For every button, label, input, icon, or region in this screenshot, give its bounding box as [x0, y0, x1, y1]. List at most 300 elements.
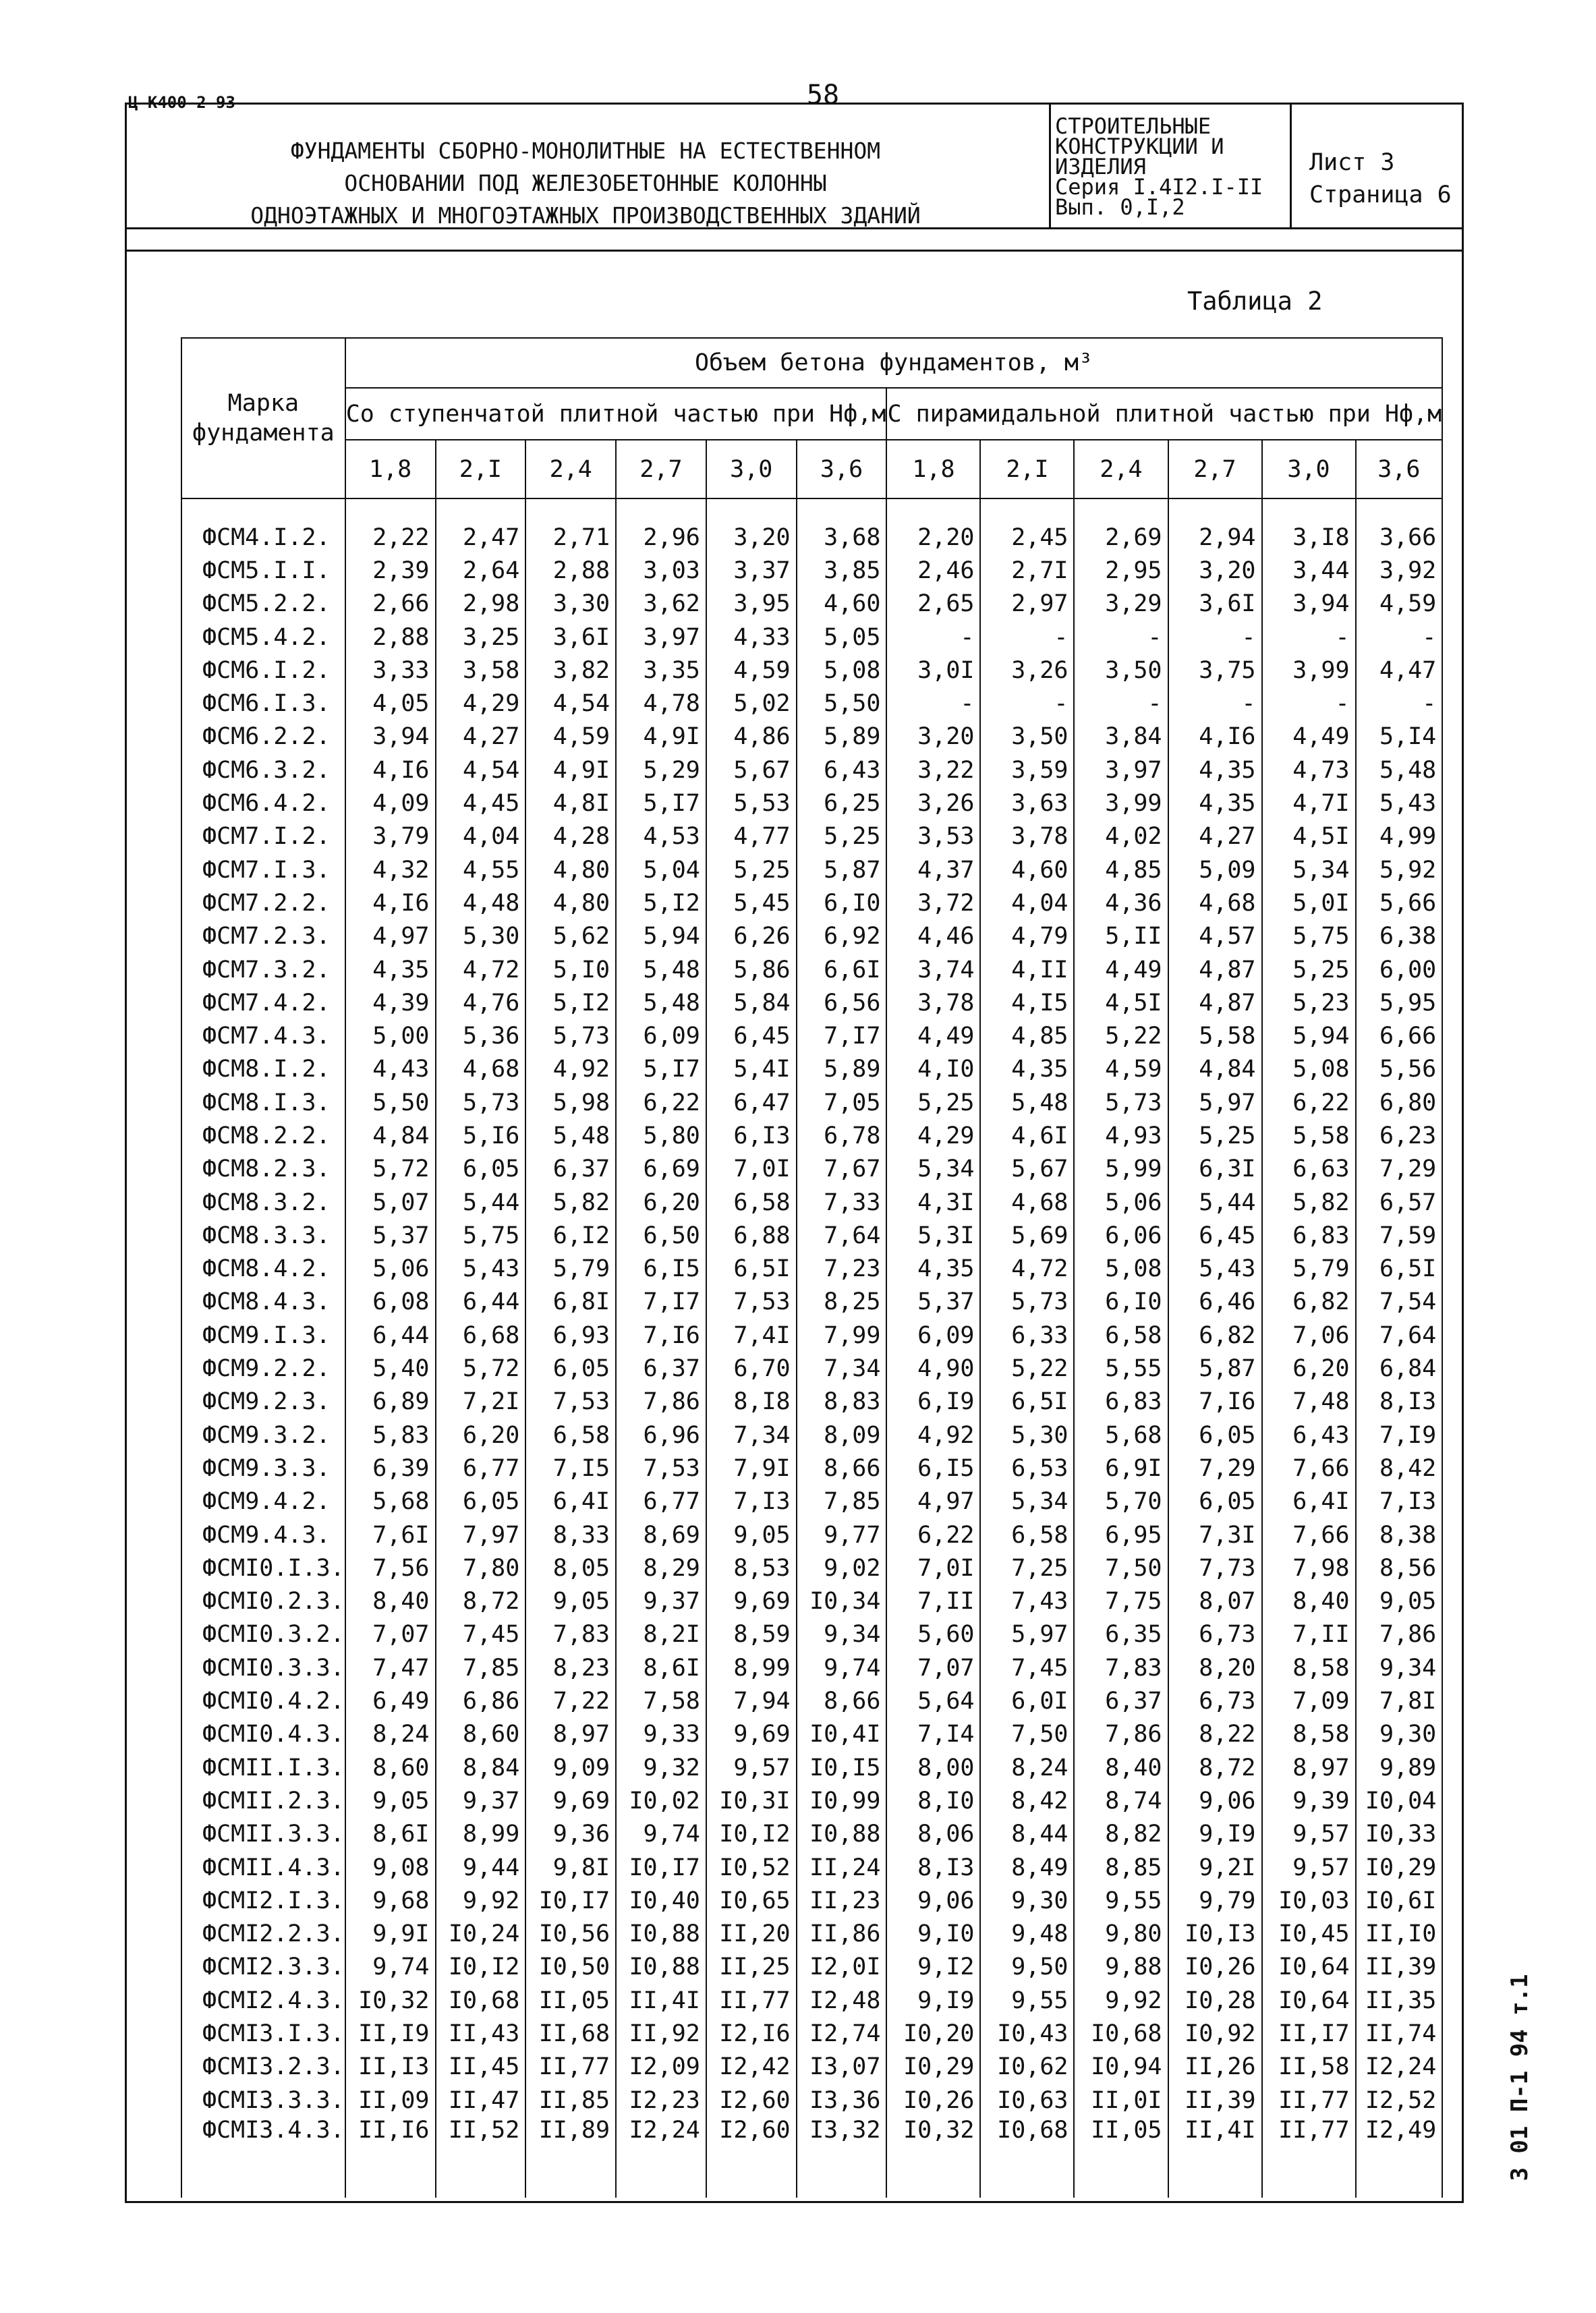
table-row — [181, 1818, 1442, 1851]
volume-cell: 9,37 — [616, 1585, 706, 1618]
volume-cell: II,I0 — [1356, 1917, 1443, 1950]
volume-cell: 6,37 — [1074, 1684, 1168, 1717]
volume-cell: 6,66 — [1356, 1019, 1443, 1052]
volume-cell: 6,05 — [436, 1153, 526, 1186]
volume-cell: 7,33 — [797, 1186, 887, 1219]
volume-cell: 3,26 — [980, 654, 1074, 687]
volume-cell: 4,59 — [1356, 588, 1443, 621]
volume-cell: 5,94 — [1262, 1019, 1356, 1052]
table-row — [181, 654, 1442, 687]
volume-cell: 2,88 — [525, 554, 616, 587]
volume-cell: 7,22 — [525, 1684, 616, 1717]
volume-cell: 5,34 — [1262, 853, 1356, 886]
volume-cell: I0,32 — [345, 1984, 436, 2017]
height-header: 2,I — [436, 440, 526, 498]
volume-cell: 8,74 — [1074, 1784, 1168, 1817]
series-line: КОНСТРУКЦИИ И — [1055, 134, 1224, 159]
document-title — [127, 135, 1044, 232]
volume-cell: 2,66 — [345, 588, 436, 621]
volume-cell: 4,84 — [1168, 1053, 1262, 1086]
volume-cell: 6,86 — [436, 1684, 526, 1717]
volume-cell: 7,80 — [436, 1551, 526, 1584]
volume-cell: 8,84 — [436, 1751, 526, 1784]
volume-cell: 3,78 — [886, 986, 980, 1019]
volume-cell: 6,05 — [1168, 1485, 1262, 1518]
volume-cell: I2,74 — [797, 2017, 887, 2050]
volume-cell: I0,43 — [980, 2017, 1074, 2050]
volume-cell: 4,9I — [616, 720, 706, 753]
volume-cell: I2,0I — [797, 1951, 887, 1984]
volume-cell: 4,27 — [1168, 820, 1262, 853]
foundation-mark: ФСМII.4.3. — [181, 1851, 345, 1884]
volume-cell: 7,73 — [1168, 1551, 1262, 1584]
volume-cell: 6,5I — [1356, 1253, 1443, 1286]
volume-cell: 6,39 — [345, 1452, 436, 1485]
volume-cell: 9,06 — [886, 1884, 980, 1917]
table-row — [181, 886, 1442, 919]
sheet-number: Лист 3 — [1309, 149, 1395, 176]
table-row — [181, 1618, 1442, 1651]
volume-cell: 8,97 — [1262, 1751, 1356, 1784]
volume-cell: 7,9I — [706, 1452, 797, 1485]
volume-cell: 5,25 — [1168, 1119, 1262, 1152]
series-line: Вып. 0,I,2 — [1055, 194, 1185, 220]
volume-cell: 7,I9 — [1356, 1419, 1443, 1452]
table-row — [181, 720, 1442, 753]
volume-cell: 7,I4 — [886, 1718, 980, 1751]
volume-cell: 9,55 — [1074, 1884, 1168, 1917]
volume-cell: 5,08 — [1074, 1253, 1168, 1286]
volume-cell: 8,60 — [345, 1751, 436, 1784]
foundation-mark: ФСМI2.3.3. — [181, 1951, 345, 1984]
volume-cell: 5,29 — [616, 753, 706, 787]
volume-cell: 6,44 — [345, 1319, 436, 1352]
foundation-mark: ФСМ6.I.2. — [181, 654, 345, 687]
volume-cell: 6,68 — [436, 1319, 526, 1352]
series-block — [1049, 103, 1292, 229]
table-row — [181, 1253, 1442, 1286]
volume-cell: 6,63 — [1262, 1153, 1356, 1186]
volume-cell: 4,5I — [1262, 820, 1356, 853]
volume-cell: 9,2I — [1168, 1851, 1262, 1884]
volume-cell: 7,34 — [797, 1352, 887, 1385]
volume-cell: 4,46 — [886, 920, 980, 953]
volume-cell: 6,4I — [1262, 1485, 1356, 1518]
volume-cell: I2,60 — [706, 2117, 797, 2198]
volume-cell: 3,97 — [616, 621, 706, 654]
volume-cell: I0,I5 — [797, 1751, 887, 1784]
volume-cell: 6,05 — [1168, 1419, 1262, 1452]
volume-cell: 8,29 — [616, 1551, 706, 1584]
volume-cell: 5,62 — [525, 920, 616, 953]
volume-cell: 9,8I — [525, 1851, 616, 1884]
volume-cell: II,74 — [1356, 2017, 1443, 2050]
volume-cell: 6,I9 — [886, 1386, 980, 1419]
volume-cell: 9,57 — [1262, 1851, 1356, 1884]
volume-cell: 7,I7 — [797, 1019, 887, 1052]
foundation-mark: ФСМII.2.3. — [181, 1784, 345, 1817]
volume-cell: 6,08 — [345, 1286, 436, 1319]
foundation-mark: ФСМI0.4.3. — [181, 1718, 345, 1751]
volume-cell: 2,69 — [1074, 498, 1168, 554]
volume-cell: 4,I5 — [980, 986, 1074, 1019]
volume-cell: 6,38 — [1356, 920, 1443, 953]
volume-cell: 6,45 — [706, 1019, 797, 1052]
volume-cell: 6,73 — [1168, 1684, 1262, 1717]
volume-cell: 6,44 — [436, 1286, 526, 1319]
foundation-mark: ФСМ8.2.2. — [181, 1119, 345, 1152]
foundation-mark: ФСМI3.I.3. — [181, 2017, 345, 2050]
volume-cell: 5,09 — [1168, 853, 1262, 886]
volume-cell: 8,42 — [1356, 1452, 1443, 1485]
volume-cell: 5,87 — [1168, 1352, 1262, 1385]
volume-cell: 7,48 — [1262, 1386, 1356, 1419]
volume-cell: I0,3I — [706, 1784, 797, 1817]
volume-cell: 6,78 — [797, 1119, 887, 1152]
foundation-mark: ФСМ6.4.2. — [181, 787, 345, 820]
volume-cell: 4,33 — [706, 621, 797, 654]
foundation-mark: ФСМ8.3.2. — [181, 1186, 345, 1219]
volume-cell: 5,I6 — [436, 1119, 526, 1152]
volume-cell: 7,I3 — [706, 1485, 797, 1518]
table-row — [181, 1984, 1442, 2017]
table-row — [181, 1684, 1442, 1717]
volume-cell: 8,69 — [616, 1518, 706, 1551]
volume-cell: II,86 — [797, 1917, 887, 1950]
volume-cell: I2,52 — [1356, 2084, 1443, 2117]
foundation-mark: ФСМ5.I.I. — [181, 554, 345, 587]
volume-cell: 9,57 — [706, 1751, 797, 1784]
volume-cell: 4,76 — [436, 986, 526, 1019]
volume-cell: 4,79 — [980, 920, 1074, 953]
header-rule — [125, 250, 1464, 252]
volume-cell: II,77 — [1262, 2084, 1356, 2117]
foundation-mark: ФСМ9.4.2. — [181, 1485, 345, 1518]
volume-cell: 7,06 — [1262, 1319, 1356, 1352]
volume-cell: 6,77 — [616, 1485, 706, 1518]
foundation-mark: ФСМ7.4.3. — [181, 1019, 345, 1052]
volume-cell: I0,65 — [706, 1884, 797, 1917]
volume-cell: 6,89 — [345, 1386, 436, 1419]
volume-cell: 7,II — [1262, 1618, 1356, 1651]
volume-cell: II,I7 — [1262, 2017, 1356, 2050]
volume-cell: 5,66 — [1356, 886, 1443, 919]
volume-cell: 8,82 — [1074, 1818, 1168, 1851]
volume-cell: 3,20 — [886, 720, 980, 753]
volume-cell: - — [1168, 687, 1262, 720]
volume-cell: 8,07 — [1168, 1585, 1262, 1618]
volume-cell: 5,34 — [980, 1485, 1074, 1518]
volume-cell: 4,29 — [436, 687, 526, 720]
volume-cell: 4,29 — [886, 1119, 980, 1152]
volume-cell: 5,60 — [886, 1618, 980, 1651]
volume-cell: I0,68 — [1074, 2017, 1168, 2050]
volume-cell: 8,6I — [345, 1818, 436, 1851]
volume-cell: 5,89 — [797, 720, 887, 753]
volume-cell: 6,33 — [980, 1319, 1074, 1352]
table-row — [181, 1485, 1442, 1518]
volume-cell: I0,03 — [1262, 1884, 1356, 1917]
volume-cell: I0,26 — [886, 2084, 980, 2117]
foundation-mark: ФСМI2.2.3. — [181, 1917, 345, 1950]
volume-cell: - — [1168, 621, 1262, 654]
volume-cell: 4,99 — [1356, 820, 1443, 853]
volume-cell: 3,99 — [1262, 654, 1356, 687]
volume-cell: II,77 — [1262, 2117, 1356, 2198]
volume-cell: I0,24 — [436, 1917, 526, 1950]
volume-cell: 5,43 — [436, 1253, 526, 1286]
table-row — [181, 1784, 1442, 1817]
table-row — [181, 1086, 1442, 1119]
volume-cell: 4,84 — [345, 1119, 436, 1152]
volume-cell: 3,53 — [886, 820, 980, 853]
volume-cell: 6,09 — [616, 1019, 706, 1052]
volume-cell: I0,I7 — [525, 1884, 616, 1917]
volume-cell: 4,54 — [525, 687, 616, 720]
table-row — [181, 1751, 1442, 1784]
volume-cell: 9,39 — [1262, 1784, 1356, 1817]
volume-cell: 9,44 — [436, 1851, 526, 1884]
volume-cell: 9,09 — [525, 1751, 616, 1784]
volume-cell: 7,3I — [1168, 1518, 1262, 1551]
volume-cell: 6,37 — [525, 1153, 616, 1186]
volume-cell: 9,88 — [1074, 1951, 1168, 1984]
height-header: 3,0 — [706, 440, 797, 498]
volume-cell: 5,83 — [345, 1419, 436, 1452]
volume-cell: 8,99 — [436, 1818, 526, 1851]
volume-cell: 3,97 — [1074, 753, 1168, 787]
volume-cell: 5,04 — [616, 853, 706, 886]
table-row — [181, 1019, 1442, 1052]
volume-cell: 2,65 — [886, 588, 980, 621]
volume-cell: 8,33 — [525, 1518, 616, 1551]
foundation-mark: ФСМ9.4.3. — [181, 1518, 345, 1551]
volume-cell: II,23 — [797, 1884, 887, 1917]
volume-cell: 4,7I — [1262, 787, 1356, 820]
volume-cell: 6,09 — [886, 1319, 980, 1352]
volume-cell: 2,7I — [980, 554, 1074, 587]
volume-cell: I0,88 — [797, 1818, 887, 1851]
volume-cell: 3,44 — [1262, 554, 1356, 587]
volume-cell: 5,23 — [1262, 986, 1356, 1019]
volume-cell: 5,79 — [1262, 1253, 1356, 1286]
volume-cell: 5,80 — [616, 1119, 706, 1152]
volume-cell: 9,I9 — [886, 1984, 980, 2017]
volume-cell: I0,I7 — [616, 1851, 706, 1884]
volume-cell: 8,66 — [797, 1684, 887, 1717]
mark-header: Марка фундамента — [181, 338, 345, 498]
volume-cell: 8,22 — [1168, 1718, 1262, 1751]
volume-cell: 6,05 — [436, 1485, 526, 1518]
volume-cell: I0,94 — [1074, 2051, 1168, 2084]
foundation-mark: ФСМ9.3.2. — [181, 1419, 345, 1452]
volume-cell: 2,64 — [436, 554, 526, 587]
volume-cell: 9,74 — [616, 1818, 706, 1851]
volume-cell: 7,54 — [1356, 1286, 1443, 1319]
volume-cell: 7,0I — [706, 1153, 797, 1186]
volume-cell: 8,49 — [980, 1851, 1074, 1884]
table-row — [181, 1153, 1442, 1186]
foundation-mark: ФСМI2.I.3. — [181, 1884, 345, 1917]
volume-cell: II,20 — [706, 1917, 797, 1950]
volume-cell: 8,99 — [706, 1651, 797, 1684]
table-row — [181, 1186, 1442, 1219]
volume-cell: 6,26 — [706, 920, 797, 953]
volume-cell: 9,33 — [616, 1718, 706, 1751]
volume-cell: 3,0I — [886, 654, 980, 687]
foundation-mark: ФСМI3.3.3. — [181, 2084, 345, 2117]
volume-cell: 4,59 — [1074, 1053, 1168, 1086]
volume-cell: 7,53 — [616, 1452, 706, 1485]
volume-cell: 4,45 — [436, 787, 526, 820]
volume-cell: 7,86 — [1074, 1718, 1168, 1751]
volume-cell: 8,25 — [797, 1286, 887, 1319]
volume-cell: 3,26 — [886, 787, 980, 820]
volume-cell: 5,73 — [1074, 1086, 1168, 1119]
volume-cell: I0,92 — [1168, 2017, 1262, 2050]
volume-cell: 8,I0 — [886, 1784, 980, 1817]
volume-cell: 4,85 — [1074, 853, 1168, 886]
table-row — [181, 1718, 1442, 1751]
volume-cell: 7,86 — [1356, 1618, 1443, 1651]
height-header: 2,I — [980, 440, 1074, 498]
volume-cell: 6,83 — [1074, 1386, 1168, 1419]
volume-cell: 6,92 — [797, 920, 887, 953]
volume-cell: 8,59 — [706, 1618, 797, 1651]
volume-cell: 4,05 — [345, 687, 436, 720]
volume-cell: 9,79 — [1168, 1884, 1262, 1917]
volume-cell: 5,00 — [345, 1019, 436, 1052]
volume-cell: 7,29 — [1356, 1153, 1443, 1186]
volume-cell: 4,09 — [345, 787, 436, 820]
volume-cell: 6,I2 — [525, 1219, 616, 1252]
volume-cell: 5,53 — [706, 787, 797, 820]
foundation-mark: ФСМ6.2.2. — [181, 720, 345, 753]
volume-cell: 7,45 — [980, 1651, 1074, 1684]
volume-cell: 5,43 — [1356, 787, 1443, 820]
volume-cell: 5,68 — [1074, 1419, 1168, 1452]
volume-cell: 3,99 — [1074, 787, 1168, 820]
volume-cell: II,4I — [616, 1984, 706, 2017]
volume-cell: 5,70 — [1074, 1485, 1168, 1518]
volume-cell: 8,06 — [886, 1818, 980, 1851]
volume-cell: 7,66 — [1262, 1452, 1356, 1485]
volume-cell: 9,69 — [706, 1585, 797, 1618]
volume-cell: I0,68 — [980, 2117, 1074, 2198]
volume-cell: I0,68 — [436, 1984, 526, 2017]
volume-cell: 9,57 — [1262, 1818, 1356, 1851]
volume-cell: 6,05 — [525, 1352, 616, 1385]
volume-cell: 9,92 — [436, 1884, 526, 1917]
volume-cell: - — [886, 687, 980, 720]
height-header: 2,7 — [1168, 440, 1262, 498]
volume-cell: 8,44 — [980, 1818, 1074, 1851]
volume-cell: 6,70 — [706, 1352, 797, 1385]
volume-cell: 7,I7 — [616, 1286, 706, 1319]
table-row — [181, 920, 1442, 953]
table-row — [181, 753, 1442, 787]
volume-cell: 4,35 — [345, 953, 436, 986]
volume-cell: II,89 — [525, 2117, 616, 2198]
volume-cell: 5,07 — [345, 1186, 436, 1219]
volume-cell: I3,36 — [797, 2084, 887, 2117]
volume-cell: 7,09 — [1262, 1684, 1356, 1717]
volume-cell: 3,20 — [1168, 554, 1262, 587]
volume-cell: II,45 — [436, 2051, 526, 2084]
volume-cell: 5,97 — [1168, 1086, 1262, 1119]
volume-cell: 8,72 — [1168, 1751, 1262, 1784]
volume-cell: 4,8I — [525, 787, 616, 820]
volume-cell: 7,2I — [436, 1386, 526, 1419]
volume-cell: 9,48 — [980, 1917, 1074, 1950]
volume-cell: II,25 — [706, 1951, 797, 1984]
table-row — [181, 687, 1442, 720]
side-stamp — [1500, 1970, 1540, 2186]
volume-cell: 8,I3 — [1356, 1386, 1443, 1419]
volume-cell: 8,38 — [1356, 1518, 1443, 1551]
volume-cell: 4,68 — [980, 1186, 1074, 1219]
volume-cell: 5,43 — [1168, 1253, 1262, 1286]
volume-cell: I0,I3 — [1168, 1917, 1262, 1950]
height-header: 1,8 — [886, 440, 980, 498]
volume-cell: 8,40 — [345, 1585, 436, 1618]
volume-cell: 4,87 — [1168, 953, 1262, 986]
table-row — [181, 1386, 1442, 1419]
volume-cell: 5,06 — [345, 1253, 436, 1286]
volume-cell: 7,50 — [980, 1718, 1074, 1751]
foundation-mark: ФСМ5.2.2. — [181, 588, 345, 621]
volume-cell: 6,00 — [1356, 953, 1443, 986]
volume-cell: 5,05 — [797, 621, 887, 654]
volume-cell: 4,68 — [1168, 886, 1262, 919]
foundation-mark: ФСМ4.I.2. — [181, 498, 345, 554]
volume-cell: 4,86 — [706, 720, 797, 753]
volume-cell: I0,I2 — [706, 1818, 797, 1851]
volume-cell: 5,98 — [525, 1086, 616, 1119]
volume-cell: 7,I3 — [1356, 1485, 1443, 1518]
foundation-mark: ФСМI0.I.3. — [181, 1551, 345, 1584]
volume-cell: I0,56 — [525, 1917, 616, 1950]
volume-cell: 9,34 — [1356, 1651, 1443, 1684]
volume-cell: 9,05 — [525, 1585, 616, 1618]
volume-cell: 3,78 — [980, 820, 1074, 853]
volume-cell: 7,0I — [886, 1551, 980, 1584]
table-row — [181, 621, 1442, 654]
volume-cell: 3,30 — [525, 588, 616, 621]
volume-cell: 7,II — [886, 1585, 980, 1618]
volume-cell: 3,20 — [706, 498, 797, 554]
volume-cell: I0,45 — [1262, 1917, 1356, 1950]
frame-right — [1462, 229, 1464, 2203]
volume-cell: 6,43 — [1262, 1419, 1356, 1452]
foundation-mark: ФСМ7.I.3. — [181, 853, 345, 886]
volume-cell: 5,22 — [1074, 1019, 1168, 1052]
volume-cell: 8,I3 — [886, 1851, 980, 1884]
volume-cell: 8,66 — [797, 1452, 887, 1485]
volume-cell: 6,50 — [616, 1219, 706, 1252]
volume-cell: 6,46 — [1168, 1286, 1262, 1319]
foundation-mark: ФСМ8.2.3. — [181, 1153, 345, 1186]
foundation-mark: ФСМ9.2.2. — [181, 1352, 345, 1385]
volume-cell: I0,6I — [1356, 1884, 1443, 1917]
volume-cell: 5,36 — [436, 1019, 526, 1052]
volume-cell: 8,97 — [525, 1718, 616, 1751]
volume-cell: 5,92 — [1356, 853, 1443, 886]
volume-cell: 7,83 — [525, 1618, 616, 1651]
volume-cell: 7,94 — [706, 1684, 797, 1717]
volume-cell: II,24 — [797, 1851, 887, 1884]
foundation-mark: ФСМ7.3.2. — [181, 953, 345, 986]
